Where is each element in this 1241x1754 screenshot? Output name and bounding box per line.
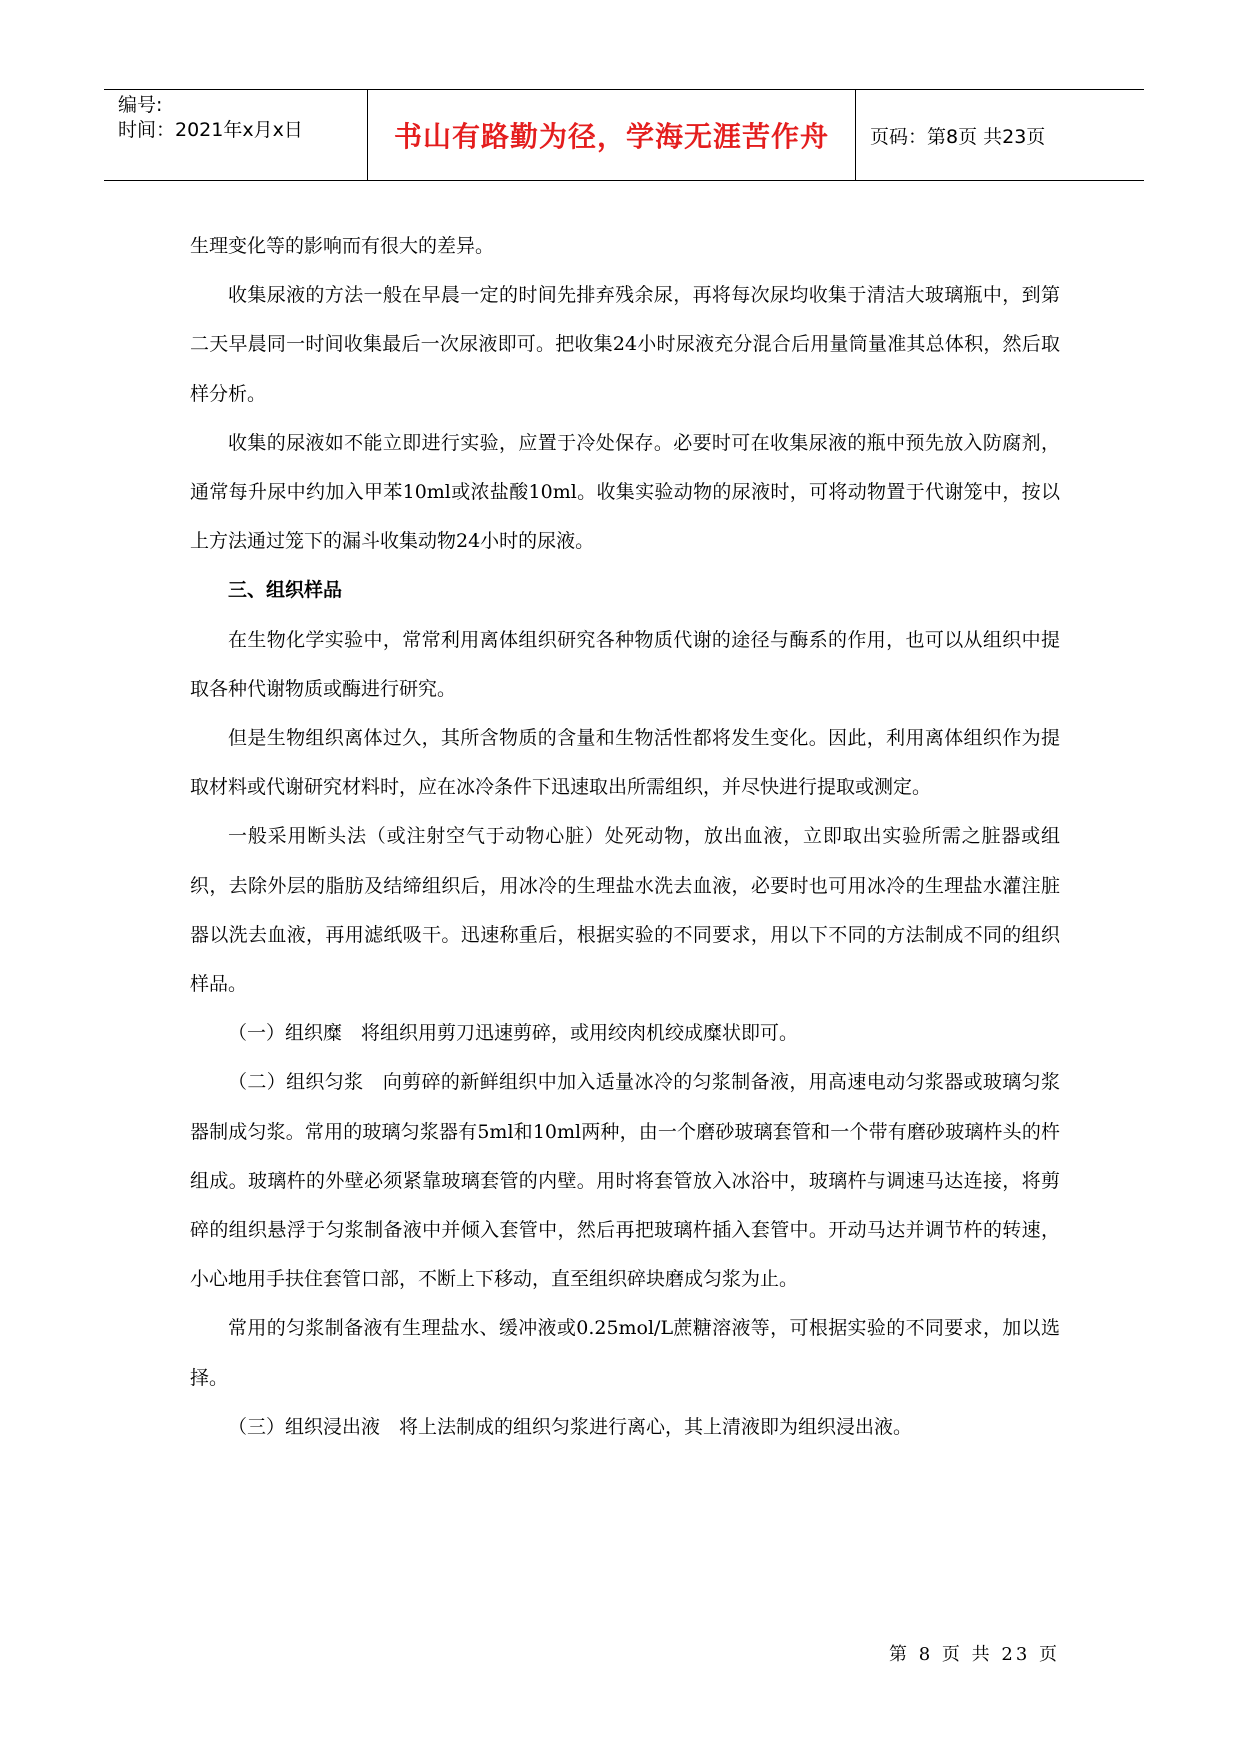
paragraph: 收集尿液的方法一般在早晨一定的时间先排弃残余尿，再将每次尿均收集于清洁大玻璃瓶中，到第二天早晨同一时间收集最后一次尿液即可。把收集24小时尿液充分混合后用量筒量准其总体积，然后取样分析。	[190, 284, 1060, 405]
page-footer: 第 8 页 共 23 页	[889, 1644, 1060, 1665]
header-page-code	[856, 90, 1144, 180]
paragraph: 生理变化等的影响而有很大的差异。	[190, 235, 495, 257]
serial-number-label: 编号:	[118, 94, 163, 116]
paragraph: （三）组织浸出液 将上法制成的组织匀浆进行离心，其上清液即为组织浸出液。	[228, 1415, 913, 1438]
page-code-text: 页码：第8页 共23页	[870, 125, 1046, 148]
header-meta	[104, 90, 368, 180]
header-slogan-cell	[368, 90, 856, 180]
paragraph: 常用的匀浆制备液有生理盐水、缓冲液或0.25mol/L蔗糖溶液等，可根据实验的不同要求，加以选择。	[190, 1317, 1060, 1389]
paragraph: （二）组织匀浆 向剪碎的新鲜组织中加入适量冰冷的匀浆制备液，用高速电动匀浆器或玻璃匀浆器制成匀浆。常用的玻璃匀浆器有5ml和10ml两种，由一个磨砂玻璃套管和一个带有磨砂玻璃杵头的杵组成。玻璃杵的外壁必须紧靠玻璃套管的内壁。用时将套管放入冰浴中，玻璃杵与调速马达连接，将剪碎的组织悬浮于匀浆制备液中并倾入套管中，然后再把玻璃杵插入套管中。开动马达并调节杵的转速，小心地用手扶住套管口部，不断上下移动，直至组织碎块磨成匀浆为止。	[190, 1071, 1060, 1291]
paragraph: 但是生物组织离体过久，其所含物质的含量和生物活性都将发生变化。因此，利用离体组织作为提取材料或代谢研究材料时，应在冰冷条件下迅速取出所需组织，并尽快进行提取或测定。	[190, 727, 1060, 799]
slogan-text: 书山有路勤为径，学海无涯苦作舟	[393, 120, 829, 153]
paragraph: 在生物化学实验中，常常利用离体组织研究各种物质代谢的途径与酶系的作用，也可以从组织中提取各种代谢物质或酶进行研究。	[190, 628, 1060, 700]
document-body	[190, 222, 1060, 1452]
paragraph: 一般采用断头法（或注射空气于动物心脏）处死动物，放出血液，立即取出实验所需之脏器或组织，去除外层的脂肪及结缔组织后，用冰冷的生理盐水洗去血液，必要时也可用冰冷的生理盐水灌注脏器以洗去血液，再用滤纸吸干。迅速称重后，根据实验的不同要求，用以下不同的方法制成不同的组织样品。	[190, 825, 1060, 996]
paragraph: 收集的尿液如不能立即进行实验，应置于冷处保存。必要时可在收集尿液的瓶中预先放入防腐剂，通常每升尿中约加入甲苯10ml或浓盐酸10ml。收集实验动物的尿液时，可将动物置于代谢笼中，按以上方法通过笼下的漏斗收集动物24小时的尿液。	[190, 431, 1060, 553]
section-heading: 三、组织样品	[228, 579, 343, 602]
time-label: 时间：2021年x月x日	[118, 119, 303, 141]
page-header	[104, 89, 1144, 181]
paragraph: （一）组织糜 将组织用剪刀迅速剪碎，或用绞肉机绞成糜状即可。	[228, 1022, 799, 1045]
